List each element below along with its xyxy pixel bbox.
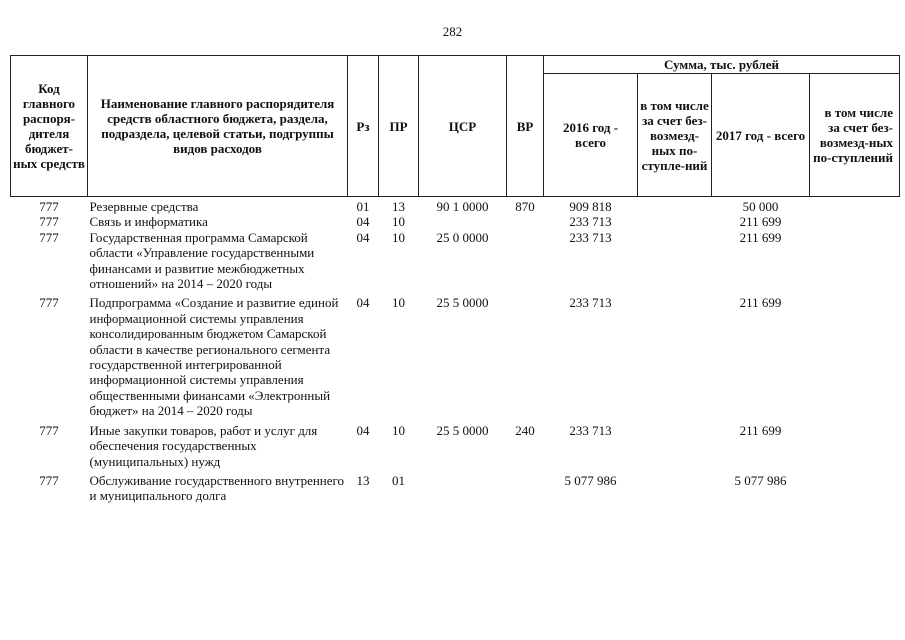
cell-code: 777 (39, 472, 59, 488)
header-rz: Рз (348, 56, 379, 197)
cell-code: 777 (39, 229, 59, 245)
header-total-2016: 2016 год - всего (544, 74, 638, 197)
cell-pr: 01 (392, 472, 405, 488)
cell-name: Резервные средства (89, 199, 199, 214)
cell-vr (507, 469, 544, 504)
table-header (11, 56, 900, 197)
cell-total-2016: 233 713 (569, 422, 612, 438)
cell-csr: 25 5 0000 (436, 295, 489, 311)
cell-name: Обслуживание государственного внутреннего и муниципального долга (89, 472, 345, 504)
header-free-2017: в том числе за счет без-возмезд-ных по-ступлений (810, 74, 900, 197)
cell-vr (507, 214, 544, 229)
cell-vr: 870 (515, 199, 535, 214)
cell-pr: 10 (392, 422, 405, 438)
cell-free-2017 (810, 230, 900, 292)
cell-csr: 25 0 0000 (436, 229, 489, 245)
cell-free-2017 (810, 214, 900, 229)
cell-rz: 13 (356, 472, 370, 488)
cell-code: 777 (39, 295, 59, 311)
budget-table (10, 55, 900, 504)
cell-pr: 10 (392, 214, 405, 230)
cell-vr (507, 291, 544, 418)
table-row (11, 214, 900, 229)
cell-name: Подпрограмма «Создание и развитие единой информационной системы управления консолидированным бюджетом Самарской области в качестве регионального сегмента государственной интегрированной информационной системы управления общественными финансами «Электронный бюджет» на 2014 – 2020 годы (89, 295, 339, 419)
cell-code: 777 (39, 199, 59, 214)
cell-free-2016 (638, 419, 712, 469)
cell-free-2017 (810, 197, 900, 215)
cell-free-2017 (810, 419, 900, 469)
cell-free-2016 (638, 291, 712, 418)
cell-csr (419, 469, 507, 504)
header-vr: ВР (507, 56, 544, 197)
cell-total-2017: 211 699 (739, 214, 782, 230)
cell-pr: 10 (392, 295, 405, 311)
header-name: Наименование главного распорядителя средств областного бюджета, раздела, подраздела, целевой статьи, подгруппы видов расходов (88, 56, 348, 197)
cell-free-2016 (638, 469, 712, 504)
cell-code: 777 (39, 214, 59, 230)
cell-total-2017: 211 699 (739, 229, 782, 245)
cell-total-2017: 5 077 986 (734, 472, 787, 488)
header-total-2017: 2017 год - всего (712, 74, 810, 197)
table-row (11, 197, 900, 215)
cell-rz: 04 (356, 295, 370, 311)
cell-rz: 04 (356, 214, 370, 230)
cell-free-2016 (638, 214, 712, 229)
cell-free-2016 (638, 197, 712, 215)
header-csr: ЦСР (419, 56, 507, 197)
cell-csr: 90 1 0000 (436, 199, 489, 214)
cell-csr: 25 5 0000 (436, 422, 489, 438)
cell-pr: 10 (392, 229, 405, 245)
cell-total-2016: 233 713 (569, 295, 612, 311)
table-row (11, 469, 900, 504)
cell-free-2017 (810, 469, 900, 504)
cell-total-2017: 211 699 (739, 422, 782, 438)
cell-free-2017 (810, 291, 900, 418)
header-free-2016: в том числе за счет без-возмезд-ных по-ступле-ний (638, 74, 712, 197)
cell-total-2016: 233 713 (569, 214, 612, 230)
cell-vr: 240 (515, 422, 535, 438)
cell-rz: 04 (356, 229, 370, 245)
cell-rz: 01 (356, 199, 370, 214)
cell-total-2016: 233 713 (569, 229, 612, 245)
header-code: Код главного распоря-дителя бюджет-ных средств (11, 56, 88, 197)
cell-csr (419, 214, 507, 229)
cell-total-2016: 909 818 (569, 199, 612, 214)
cell-free-2016 (638, 230, 712, 292)
header-sum-title: Сумма, тыс. рублей (544, 56, 900, 74)
cell-vr (507, 230, 544, 292)
cell-name: Иные закупки товаров, работ и услуг для обеспечения государственных (муниципальных) нужд (89, 422, 318, 469)
cell-code: 777 (39, 422, 59, 438)
table-body (11, 197, 900, 504)
cell-total-2017: 50 000 (742, 199, 779, 214)
cell-total-2017: 211 699 (739, 295, 782, 311)
page-number: 282 (442, 24, 463, 39)
cell-name: Связь и информатика (89, 214, 208, 230)
table-row (11, 291, 900, 418)
header-pr: ПР (379, 56, 419, 197)
cell-rz: 04 (356, 422, 370, 438)
cell-name: Государственная программа Самарской области «Управление государственными финансами и развитие межбюджетных отношений» на 2014 – 2020 годы (89, 229, 315, 292)
table-row (11, 230, 900, 292)
cell-total-2016: 5 077 986 (564, 472, 617, 488)
cell-pr: 13 (392, 199, 405, 214)
table-row (11, 419, 900, 469)
